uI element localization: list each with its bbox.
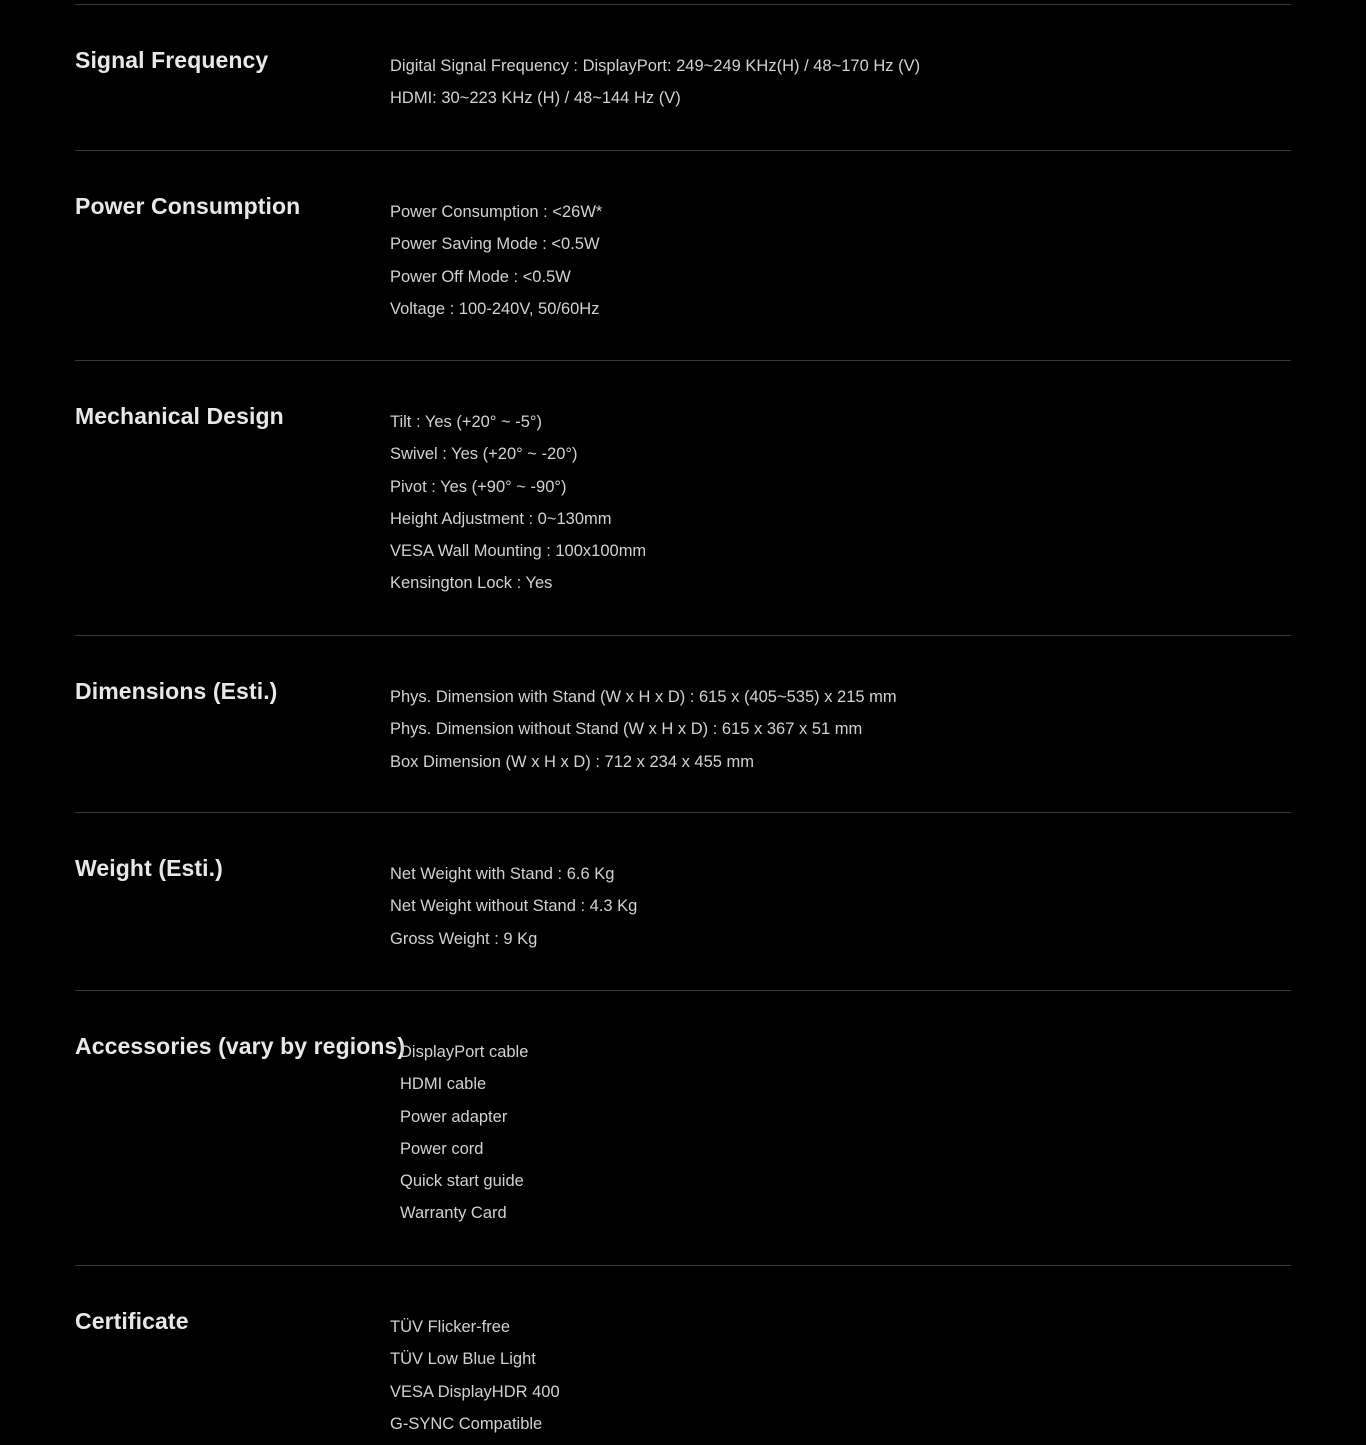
spec-value: Swivel : Yes (+20° ~ -20°) [390,445,578,464]
spec-row-signal-frequency [75,4,1291,151]
spec-value: Pivot : Yes (+90° ~ -90°) [390,477,567,496]
spec-label: Weight (Esti.) [75,855,223,881]
spec-value: Kensington Lock : Yes [390,574,553,593]
spec-row-dimensions [75,635,1291,813]
spec-value: DisplayPort cable [400,1043,529,1061]
spec-values [390,196,602,325]
spec-values [390,858,637,955]
spec-value: HDMI: 30~223 KHz (H) / 48~144 Hz (V) [390,89,681,108]
spec-value: TÜV Flicker-free [390,1318,511,1336]
spec-value: VESA Wall Mounting : 100x100mm [390,542,647,561]
spec-value: Box Dimension (W x H x D) : 712 x 234 x 455 mm [390,752,755,771]
spec-value: Power adapter [400,1107,508,1126]
spec-row-power-consumption [75,150,1291,361]
spec-values [400,1036,528,1230]
spec-label: Signal Frequency [75,47,269,73]
spec-value: Power Consumption : <26W* [390,203,603,221]
spec-label: Certificate [75,1308,189,1334]
spec-value: Phys. Dimension without Stand (W x H x D) : 615 x 367 x 51 mm [390,720,863,739]
spec-label: Accessories (vary by regions) [75,1033,406,1059]
spec-label: Power Consumption [75,193,301,219]
spec-value: Digital Signal Frequency : DisplayPort: 249~249 KHz(H) / 48~170 Hz (V) [390,57,921,75]
spec-value: Gross Weight : 9 Kg [390,929,538,948]
spec-label: Mechanical Design [75,403,284,429]
spec-value: HDMI cable [400,1075,487,1094]
spec-row-mechanical-design [75,360,1291,636]
spec-value: Height Adjustment : 0~130mm [390,509,612,528]
spec-value: Warranty Card [400,1204,507,1223]
spec-values [390,50,920,115]
spec-value: TÜV Low Blue Light [390,1350,536,1369]
spec-value: Power cord [400,1139,484,1158]
spec-row-weight [75,812,1291,991]
spec-row-accessories [75,990,1291,1266]
spec-value: G-SYNC Compatible [390,1414,543,1433]
spec-value: Voltage : 100-240V, 50/60Hz [390,299,600,318]
spec-value: Quick start guide [400,1172,524,1191]
spec-value: Tilt : Yes (+20° ~ -5°) [390,413,542,431]
spec-row-certificate [75,1265,1291,1445]
spec-value: Phys. Dimension with Stand (W x H x D) : 615 x (405~535) x 215 mm [390,688,897,706]
spec-value: Power Off Mode : <0.5W [390,267,571,286]
spec-values [390,681,897,778]
spec-value: VESA DisplayHDR 400 [390,1382,560,1401]
spec-value: Power Saving Mode : <0.5W [390,235,600,254]
spec-values [390,406,646,600]
spec-value: Net Weight without Stand : 4.3 Kg [390,897,638,916]
spec-value: Net Weight with Stand : 6.6 Kg [390,865,615,883]
spec-label: Dimensions (Esti.) [75,678,278,704]
spec-values [390,1311,560,1440]
